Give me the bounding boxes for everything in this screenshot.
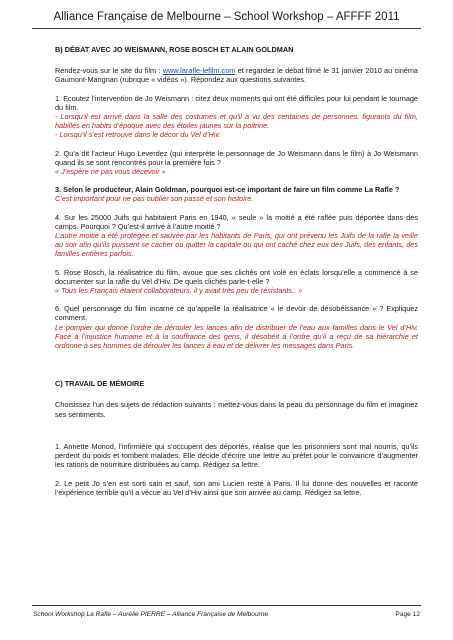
- question-6: 6. Quel personnage du film incarne ce qu’appelle la réalisatrice « le devoir de désobéissance » ? Expliquez comment.: [55, 304, 418, 323]
- question-2-block: [55, 149, 418, 177]
- answer-1-part-2: - Lorsqu’il s’est retrouvé dans le décor du Vel d’Hiv.: [55, 130, 221, 140]
- header-divider: [32, 28, 421, 29]
- question-6-block: [55, 304, 418, 350]
- answer-6: Le pompier qui donne l’ordre de dérouler les lances afin de distribuer de l’eau aux familles dans le Vel d’Hiv. Face à l’injustice humaine et à la souffrance des gens, il désobéit à l’ordre qu’il a reçu de sa hiérarchie et ordonne à ses hommes de dérouler les lances à eau et de délivrer les messages dans Paris.: [55, 322, 418, 351]
- answer-4: L’autre moitié a été protégée et sauvée par les habitants de Paris, qui ont prévenu les Juifs de la rafle la veille au soir afin qu’ils puissent se cacher ou quitter la capitale ou qui ont caché chez eux des Juifs, des enfants, des familles entières parfois.: [55, 231, 418, 259]
- page-number: Page 12: [395, 611, 420, 618]
- page-content: [55, 45, 418, 506]
- section-b-heading: B) DÉBAT AVEC JO WEISMANN, ROSE BOSCH ET ALAIN GOLDMAN: [55, 45, 294, 54]
- section-b-intro: [55, 66, 418, 84]
- intro-text-before: Rendez-vous sur le site du film :: [55, 66, 163, 76]
- film-website-link[interactable]: www.larafle-lefilm.com: [162, 66, 236, 76]
- question-5-block: [55, 268, 418, 296]
- page-header-title: Alliance Française de Melbourne – School Workshop – AFFFF 2011: [53, 11, 400, 23]
- question-1: 1. Ecoutez l’intervention de Jo Weismann : citez deux moments qui ont été difficiles pour lui pendant le tournage du film.: [55, 93, 418, 112]
- section-c-intro: Choisissez l’un des sujets de rédaction suivants : mettez-vous dans la peau du personnage du film et imaginez ses sentiments.: [55, 400, 418, 419]
- footer-divider: [32, 605, 421, 606]
- question-1-block: [55, 94, 418, 140]
- intro-text-after: et regardez le débat filmé le 31 janvier 2010 au cinéma Gaumont-Marignan (rubrique « vidéos »). Répondez aux questions suivantes.: [55, 66, 418, 85]
- question-4: 4. Sur les 25000 Juifs qui habitaient Paris en 1940, « seule » la moitié a été raflée puis déportée dans des camps. Pourquoi ? Qu’est-il arrivé à l’autre moitié ?: [55, 212, 418, 231]
- subject-1: 1. Annette Monod, l’infirmière qui s’occupent des déportés, réalise que les prisonniers sont mal nourris, qu’ils perdent du poids et tombent malades. Elle décide d’écrire une lettre au préfet pour le convaincre d’augmenter les rations de nourriture distribuées au camp. Rédigez sa lettre.: [55, 441, 418, 470]
- answer-3: C’est important pour ne pas oublier son passé et son histoire.: [55, 194, 254, 204]
- section-spacer: [55, 359, 418, 379]
- question-5: 5. Rose Bosch, la réalisatrice du film, avoue que ses clichés ont volé en éclats lorsqu’elle a commencé à se documenter sur la rafle du Vel d’Hiv. De quels clichés parle-t-elle ?: [55, 267, 418, 286]
- question-3-block: [55, 185, 418, 203]
- question-2: 2. Qu’a dit l’acteur Hugo Leverdez (qui interprète le personnage de Jo Weismann dans le film) à Jo Weismann quand ils se sont rencontrés pour la première fois ?: [55, 148, 418, 167]
- answer-1-part-1: - Lorsqu’il est arrivé dans la salle des costumes et qu’il a vu des centaines de personnes, figurants du film, habillés en habits d’époque avec des étoiles jaunes sur la poitrine.: [55, 112, 418, 131]
- subject-2: 2. Le petit Jo s’en est sorti sain et sauf, son ami Lucien resté à Paris. Il lui donne des nouvelles et raconte l’expérience terrible qu’il a vécue au Vel d’Hiv ainsi que son arrivée au camp. Rédigez sa lettre.: [55, 478, 418, 497]
- section-c-heading: C) TRAVAIL DE MÉMOIRE: [55, 379, 145, 389]
- answer-2: « J’espère ne pas vous décevoir »: [55, 167, 166, 177]
- subject-spacer: [55, 428, 418, 442]
- footer-credits: School Workshop La Rafle – Aurélie PIERRE – Alliance Française de Melbourne: [33, 611, 269, 618]
- question-3: 3. Selon le producteur, Alain Goldman, pourquoi est-ce important de faire un film comme La Rafle ?: [55, 185, 400, 195]
- answer-5: « Tous les Français étaient collaborateurs, il y avait très peu de résistants.. »: [55, 286, 303, 296]
- question-4-block: [55, 213, 418, 259]
